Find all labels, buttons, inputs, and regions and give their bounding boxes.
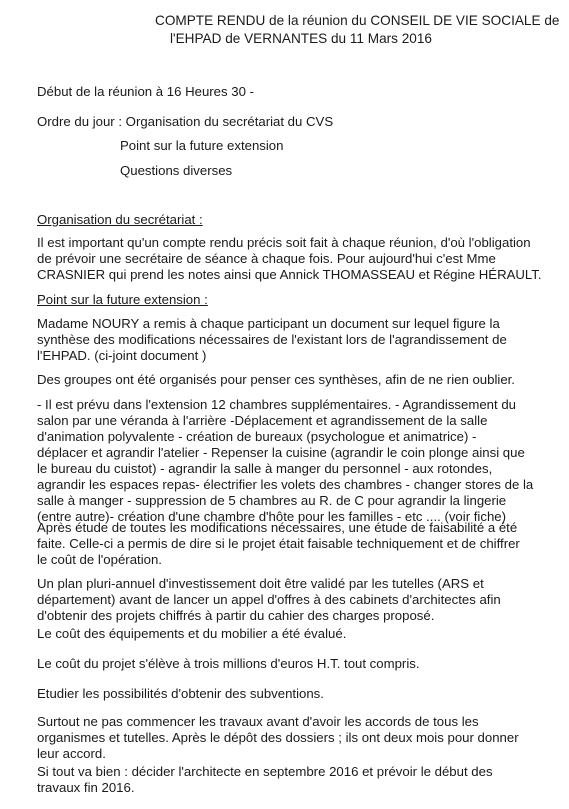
text-line: Il est important qu'un compte rendu précis soit fait à chaque réunion, d'où l'obligation — [37, 235, 531, 250]
text-line: faite. Celle-ci a permis de dire si le projet était faisable techniquement et de chiffrer — [37, 536, 520, 551]
text-line: - Il est prévu dans l'extension 12 chambres supplémentaires. - Agrandissement du — [37, 397, 516, 412]
text-line: Madame NOURY a remis à chaque participant un document sur lequel figure la — [37, 316, 500, 331]
text-line: synthèse des modifications nécessaires de l'existant lors de l'agrandissement de — [37, 332, 507, 347]
paragraph-groups — [37, 372, 537, 388]
text-line: travaux fin 2016. — [37, 780, 135, 795]
text-line: d'animation polyvalente - création de bureaux (psychologue et animatrice) - — [37, 429, 477, 444]
meeting-start: Début de la réunion à 16 Heures 30 - — [37, 84, 255, 99]
paragraph-feasibility — [37, 520, 537, 568]
text-line: Des groupes ont été organisés pour penser ces synthèses, afin de ne rien oublier. — [37, 372, 515, 387]
paragraph-document — [37, 316, 537, 364]
paragraph-schedule — [37, 764, 537, 796]
section-heading-extension: Point sur la future extension : — [37, 292, 208, 307]
text-line: Un plan pluri-annuel d'investissement doit être validé par les tutelles (ARS et — [37, 576, 484, 591]
text-line: salon par une véranda à l'arrière -Déplacement et agrandissement de la salle — [37, 413, 488, 428]
text-line: l'EHPAD. (ci-joint document ) — [37, 348, 207, 363]
paragraph-approvals — [37, 714, 537, 762]
text-line: CRASNIER qui prend les notes ainsi que Annick THOMASSEAU et Régine HÉRAULT. — [37, 267, 542, 282]
text-line: organismes et tutelles. Après le dépôt des dossiers ; ils ont deux mois pour donner — [37, 730, 519, 745]
text-line: Surtout ne pas commencer les travaux avant d'avoir les accords de tous les — [37, 714, 479, 729]
title-line-2: l'EHPAD de VERNANTES du 11 Mars 2016 — [170, 31, 432, 46]
agenda-item-extension: Point sur la future extension — [120, 138, 284, 153]
paragraph-extension-details — [37, 397, 537, 525]
text-line: (entre autre)- création d'une chambre d'hôte pour les familles - etc .... (voir fiche) — [37, 509, 506, 524]
text-line: département) avant de lancer un appel d'offres à des cabinets d'architectes afin — [37, 592, 501, 607]
paragraph-subsidies — [37, 686, 537, 702]
text-line: agrandir les espaces repas- électrifier les volets des chambres - changer stores de la — [37, 477, 534, 492]
text-line: le bureau du cuistot) - agrandir la salle à manger du personnel - aux rotondes, — [37, 461, 493, 476]
text-line: Après étude de toutes les modifications nécessaires, une étude de faisabilité a été — [37, 520, 518, 535]
paragraph-project-cost — [37, 656, 537, 672]
text-line: Le coût des équipements et du mobilier a été évalué. — [37, 626, 347, 641]
text-line: d'obtenir des projets chiffrés à partir du cahier des charges proposé. — [37, 608, 435, 623]
agenda-label: Ordre du jour : Organisation du secrétariat du CVS — [37, 114, 334, 129]
text-line: le coût de l'opération. — [37, 552, 162, 567]
title-line-1: COMPTE RENDU de la réunion du CONSEIL DE VIE SOCIALE de — [155, 13, 560, 28]
paragraph-secretariat — [37, 235, 542, 283]
text-line: Le coût du projet s'élève à trois millions d'euros H.T. tout compris. — [37, 656, 420, 671]
text-line: Si tout va bien : décider l'architecte en septembre 2016 et prévoir le début des — [37, 764, 493, 779]
paragraph-investment-plan — [37, 576, 537, 624]
agenda-item-questions: Questions diverses — [120, 163, 233, 178]
text-line: Etudier les possibilités d'obtenir des subventions. — [37, 686, 324, 701]
text-line: de prévoir une secrétaire de séance à chaque fois. Pour aujourd'hui c'est Mme — [37, 251, 496, 266]
paragraph-equipment-cost — [37, 626, 537, 642]
text-line: déplacer et agrandir l'atelier - Repenser la cuisine (agrandir le coin plonge ainsi que — [37, 445, 525, 460]
text-line: salle à manger - suppression de 5 chambres au R. de C pour agrandir la lingerie — [37, 493, 507, 508]
text-line: leur accord. — [37, 746, 106, 761]
report-title — [0, 12, 569, 48]
section-heading-secretariat: Organisation du secrétariat : — [37, 212, 203, 227]
